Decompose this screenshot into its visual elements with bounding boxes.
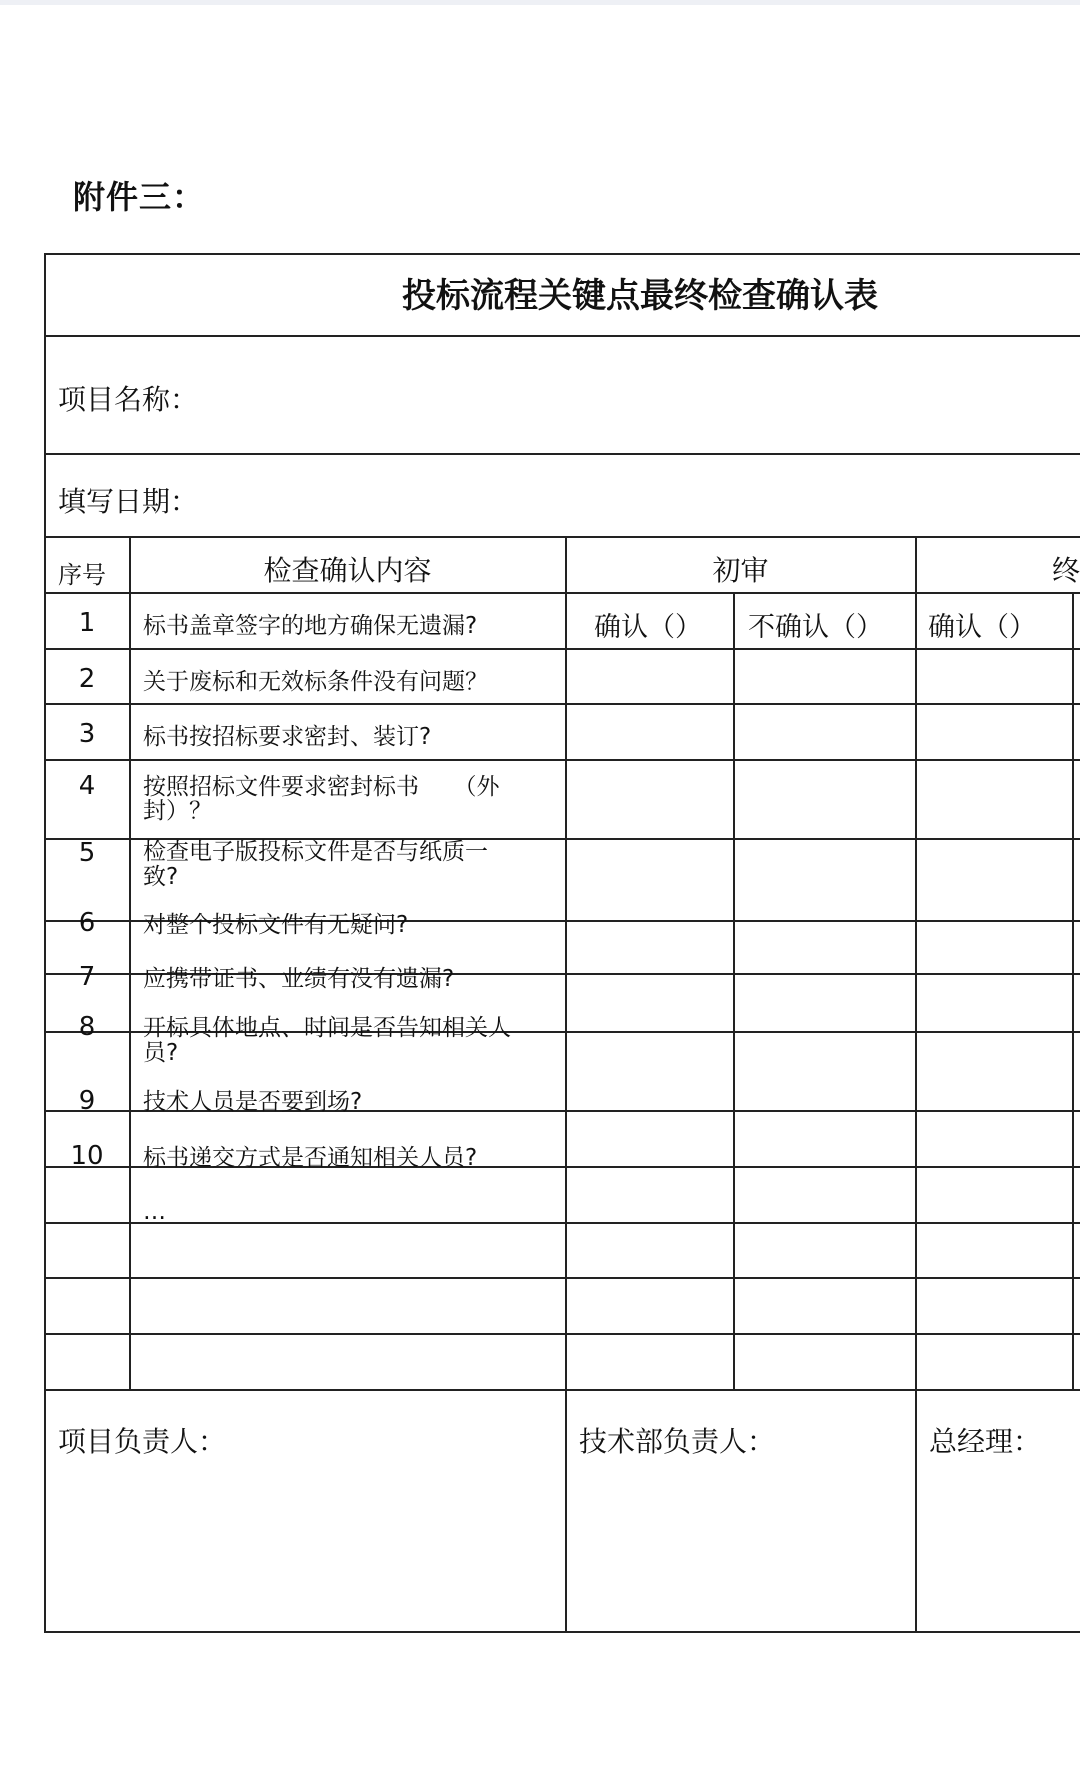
item-number: 10: [70, 1141, 104, 1171]
header-seq: 序号: [58, 561, 106, 589]
tech-dept-lead-signature-label: 技术部负责人：: [579, 1425, 776, 1458]
item-number: 1: [78, 608, 96, 638]
rule-header-bottom: [44, 592, 1080, 594]
border-left: [44, 253, 46, 1633]
item-text-line1: 开标具体地点、时间是否告知相关人: [143, 1015, 511, 1041]
general-manager-signature-label: 总经理：: [929, 1425, 1042, 1458]
item-number: 8: [78, 1012, 96, 1042]
item-text: 标书递交方式是否通知相关人员?: [143, 1145, 478, 1171]
initial-confirm-label: 确认（）: [594, 612, 702, 643]
item-text: 应携带证书、业绩有没有遗漏?: [143, 966, 455, 992]
item-text: 标书盖章签字的地方确保无遗漏?: [143, 613, 478, 639]
header-content: 检查确认内容: [263, 554, 432, 587]
header-final-review: 终: [1052, 554, 1080, 587]
rule-row13: [44, 1389, 1080, 1391]
rule-project-bottom: [44, 453, 1080, 455]
col-content-divider: [565, 536, 567, 1633]
col-final-divider: [915, 536, 917, 1633]
form-title: 投标流程关键点最终检查确认表: [402, 276, 878, 316]
fill-date-label: 填写日期：: [58, 485, 199, 518]
item-text-line2: 致?: [143, 864, 179, 890]
item-number: 7: [78, 962, 96, 992]
rule-row2: [44, 703, 1080, 705]
rule-row3: [44, 759, 1080, 761]
item-text: 对整个投标文件有无疑问?: [143, 912, 409, 938]
item-number: 6: [78, 908, 96, 938]
item-number: 3: [78, 719, 96, 749]
project-name-label: 项目名称：: [58, 383, 199, 416]
item-text: 标书按招标要求密封、装订?: [143, 724, 432, 750]
item-text: 关于废标和无效标条件没有问题？: [143, 669, 488, 695]
item-text: 技术人员是否要到场?: [143, 1089, 363, 1115]
rule-row12: [44, 1333, 1080, 1335]
item-text-line1: 检查电子版投标文件是否与纸质一: [143, 839, 488, 865]
border-top: [44, 253, 1080, 255]
col-final-split: [1072, 592, 1074, 1391]
rule-row10: [44, 1222, 1080, 1224]
item-number: 4: [78, 771, 96, 801]
item-text-line1: 按照招标文件要求密封标书 （外: [143, 774, 500, 800]
rule-title-bottom: [44, 335, 1080, 337]
initial-not-confirm-label: 不确认（）: [748, 612, 883, 643]
item-number: 9: [78, 1086, 96, 1116]
attachment-label: 附件三：: [73, 178, 206, 216]
header-initial-review: 初审: [712, 554, 769, 587]
col-initial-split: [733, 592, 735, 1391]
ellipsis: …: [143, 1199, 166, 1225]
rule-row11: [44, 1277, 1080, 1279]
item-number: 5: [78, 838, 96, 868]
final-confirm-label: 确认（）: [928, 612, 1036, 643]
item-number: 2: [78, 664, 96, 694]
rule-date-bottom: [44, 536, 1080, 538]
rule-row1: [44, 648, 1080, 650]
item-text-line2: 封）？: [143, 798, 212, 824]
item-text-line2: 员?: [143, 1040, 179, 1066]
project-lead-signature-label: 项目负责人：: [58, 1425, 227, 1458]
border-bottom: [44, 1631, 1080, 1633]
